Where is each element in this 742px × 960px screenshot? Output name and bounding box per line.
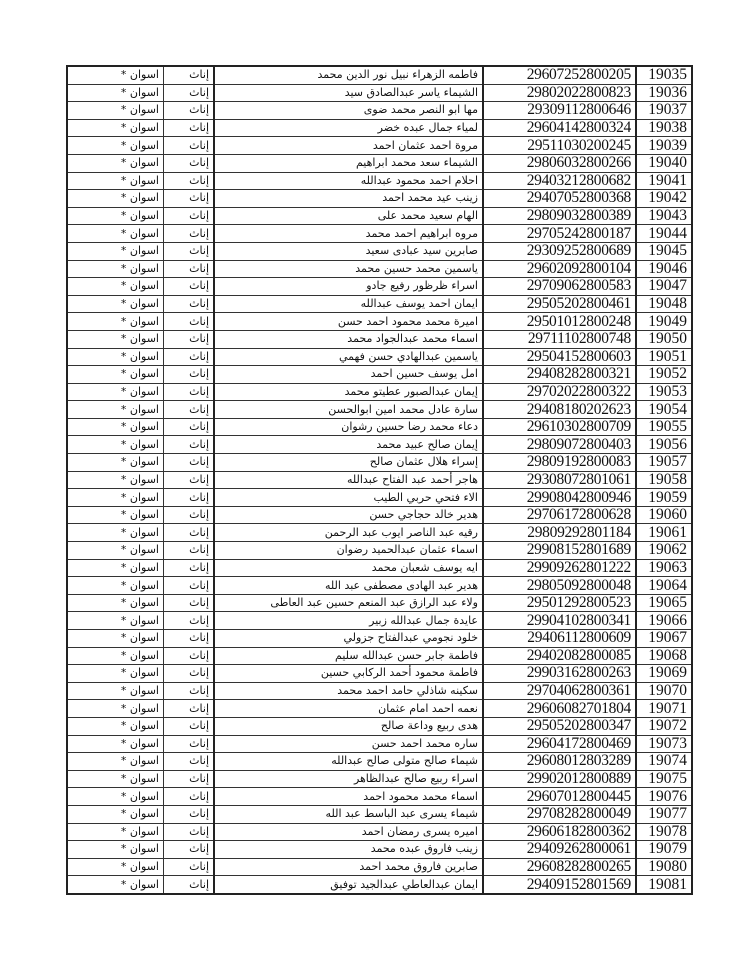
serial-number-cell: 19063 <box>636 559 692 577</box>
table-row <box>67 418 692 436</box>
serial-number-cell: 19071 <box>636 700 692 718</box>
name-cell: هدير عبد الهادى مصطفى عبد الله <box>214 577 483 595</box>
city-cell: اسوان * <box>67 383 164 401</box>
national-id-cell: 29409262800061 <box>483 841 636 859</box>
city-cell: اسوان * <box>67 313 164 331</box>
gender-cell: إناث <box>164 524 215 542</box>
serial-number-cell: 19045 <box>636 242 692 260</box>
gender-cell: إناث <box>164 735 215 753</box>
table-row <box>67 84 692 102</box>
serial-number-cell: 19040 <box>636 154 692 172</box>
serial-number-cell: 19064 <box>636 577 692 595</box>
national-id-cell: 29607252800205 <box>483 66 636 84</box>
serial-number-cell: 19066 <box>636 612 692 630</box>
city-cell: اسوان * <box>67 753 164 771</box>
name-cell: هاجر أحمد عبد الفتاح عبدالله <box>214 471 483 489</box>
name-cell: هدير خالد حجاجي حسن <box>214 506 483 524</box>
gender-cell: إناث <box>164 260 215 278</box>
city-cell: اسوان * <box>67 154 164 172</box>
national-id-cell: 29604172800469 <box>483 735 636 753</box>
city-cell: اسوان * <box>67 858 164 876</box>
gender-cell: إناث <box>164 84 215 102</box>
table-row <box>67 647 692 665</box>
table-row <box>67 506 692 524</box>
national-id-cell: 29501012800248 <box>483 313 636 331</box>
table-row <box>67 630 692 648</box>
name-cell: اسراء ربيع صالح عبدالظاهر <box>214 770 483 788</box>
national-id-cell: 29805092800048 <box>483 577 636 595</box>
national-id-cell: 29607012800445 <box>483 788 636 806</box>
table-row <box>67 278 692 296</box>
serial-number-cell: 19070 <box>636 682 692 700</box>
city-cell: اسوان * <box>67 805 164 823</box>
national-id-cell: 29604142800324 <box>483 119 636 137</box>
table-row <box>67 366 692 384</box>
gender-cell: إناث <box>164 348 215 366</box>
serial-number-cell: 19081 <box>636 876 692 894</box>
serial-number-cell: 19056 <box>636 436 692 454</box>
table-row <box>67 876 692 894</box>
national-id-cell: 29501292800523 <box>483 594 636 612</box>
gender-cell: إناث <box>164 418 215 436</box>
serial-number-cell: 19060 <box>636 506 692 524</box>
name-cell: الشيماء سعد محمد ابراهيم <box>214 154 483 172</box>
serial-number-cell: 19069 <box>636 665 692 683</box>
gender-cell: إناث <box>164 436 215 454</box>
serial-number-cell: 19055 <box>636 418 692 436</box>
table-row <box>67 348 692 366</box>
name-cell: دعاء محمد رضا حسين رشوان <box>214 418 483 436</box>
table-row <box>67 225 692 243</box>
city-cell: اسوان * <box>67 876 164 894</box>
national-id-cell: 29809072800403 <box>483 436 636 454</box>
national-id-cell: 29608012803289 <box>483 753 636 771</box>
national-id-cell: 29504152800603 <box>483 348 636 366</box>
serial-number-cell: 19038 <box>636 119 692 137</box>
name-cell: ايه يوسف شعبان محمد <box>214 559 483 577</box>
name-cell: مروه ابراهيم احمد محمد <box>214 225 483 243</box>
table-row <box>67 841 692 859</box>
gender-cell: إناث <box>164 471 215 489</box>
serial-number-cell: 19072 <box>636 717 692 735</box>
table-row <box>67 788 692 806</box>
national-id-cell: 29704062800361 <box>483 682 636 700</box>
serial-number-cell: 19039 <box>636 137 692 155</box>
city-cell: اسوان * <box>67 172 164 190</box>
gender-cell: إناث <box>164 366 215 384</box>
gender-cell: إناث <box>164 66 215 84</box>
table-row <box>67 330 692 348</box>
gender-cell: إناث <box>164 805 215 823</box>
national-id-cell: 29606082701804 <box>483 700 636 718</box>
name-cell: ايمان احمد يوسف عبدالله <box>214 295 483 313</box>
national-id-cell: 29403212800682 <box>483 172 636 190</box>
gender-cell: إناث <box>164 295 215 313</box>
table-row <box>67 770 692 788</box>
name-cell: اسراء ظرظور رفيع جادو <box>214 278 483 296</box>
city-cell: اسوان * <box>67 295 164 313</box>
serial-number-cell: 19037 <box>636 102 692 120</box>
serial-number-cell: 19047 <box>636 278 692 296</box>
national-id-cell: 29708282800049 <box>483 805 636 823</box>
serial-number-cell: 19058 <box>636 471 692 489</box>
table-row <box>67 295 692 313</box>
gender-cell: إناث <box>164 172 215 190</box>
serial-number-cell: 19048 <box>636 295 692 313</box>
gender-cell: إناث <box>164 665 215 683</box>
city-cell: اسوان * <box>67 770 164 788</box>
table-row <box>67 524 692 542</box>
name-cell: اسماء عثمان عبدالحميد رضوان <box>214 542 483 560</box>
table-row <box>67 717 692 735</box>
national-id-cell: 29406112800609 <box>483 630 636 648</box>
national-id-cell: 29903162800263 <box>483 665 636 683</box>
table-row <box>67 172 692 190</box>
city-cell: اسوان * <box>67 524 164 542</box>
table-row <box>67 682 692 700</box>
gender-cell: إناث <box>164 612 215 630</box>
serial-number-cell: 19052 <box>636 366 692 384</box>
table-row <box>67 700 692 718</box>
city-cell: اسوان * <box>67 788 164 806</box>
gender-cell: إناث <box>164 207 215 225</box>
gender-cell: إناث <box>164 559 215 577</box>
city-cell: اسوان * <box>67 190 164 208</box>
table-row <box>67 190 692 208</box>
name-cell: احلام احمد محمود عبدالله <box>214 172 483 190</box>
name-cell: نعمه احمد امام عثمان <box>214 700 483 718</box>
table-row <box>67 858 692 876</box>
serial-number-cell: 19076 <box>636 788 692 806</box>
name-cell: الشيماء ياسر عبدالصادق سيد <box>214 84 483 102</box>
city-cell: اسوان * <box>67 471 164 489</box>
city-cell: اسوان * <box>67 260 164 278</box>
name-cell: إيمان عبدالصبور عطيتو محمد <box>214 383 483 401</box>
table-row <box>67 559 692 577</box>
gender-cell: إناث <box>164 788 215 806</box>
gender-cell: إناث <box>164 454 215 472</box>
gender-cell: إناث <box>164 753 215 771</box>
table-row <box>67 260 692 278</box>
national-id-cell: 29809192800083 <box>483 454 636 472</box>
gender-cell: إناث <box>164 242 215 260</box>
name-cell: رقيه عبد الناصر ايوب عبد الرحمن <box>214 524 483 542</box>
serial-number-cell: 19077 <box>636 805 692 823</box>
city-cell: اسوان * <box>67 66 164 84</box>
national-id-cell: 29608282800265 <box>483 858 636 876</box>
city-cell: اسوان * <box>67 436 164 454</box>
city-cell: اسوان * <box>67 278 164 296</box>
serial-number-cell: 19035 <box>636 66 692 84</box>
national-id-cell: 29610302800709 <box>483 418 636 436</box>
city-cell: اسوان * <box>67 506 164 524</box>
national-id-cell: 29409152801569 <box>483 876 636 894</box>
serial-number-cell: 19051 <box>636 348 692 366</box>
table-row <box>67 823 692 841</box>
name-cell: الهام سعيد محمد على <box>214 207 483 225</box>
national-id-cell: 29308072801061 <box>483 471 636 489</box>
city-cell: اسوان * <box>67 330 164 348</box>
serial-number-cell: 19057 <box>636 454 692 472</box>
table-row <box>67 489 692 507</box>
national-id-cell: 29902012800889 <box>483 770 636 788</box>
gender-cell: إناث <box>164 154 215 172</box>
name-cell: فاطمة جابر حسن عبدالله سليم <box>214 647 483 665</box>
table-row <box>67 242 692 260</box>
national-id-cell: 29408282800321 <box>483 366 636 384</box>
national-id-cell: 29711102800748 <box>483 330 636 348</box>
table-row <box>67 313 692 331</box>
national-id-cell: 29908152801689 <box>483 542 636 560</box>
city-cell: اسوان * <box>67 102 164 120</box>
national-id-cell: 29908042800946 <box>483 489 636 507</box>
gender-cell: إناث <box>164 700 215 718</box>
national-id-cell: 29909262801222 <box>483 559 636 577</box>
national-id-cell: 29705242800187 <box>483 225 636 243</box>
name-cell: ايمان عبدالعاطي عبدالجيد توفيق <box>214 876 483 894</box>
name-cell: شيماء يسرى عبد الباسط عبد الله <box>214 805 483 823</box>
serial-number-cell: 19043 <box>636 207 692 225</box>
city-cell: اسوان * <box>67 489 164 507</box>
table-row <box>67 735 692 753</box>
national-id-cell: 29809032800389 <box>483 207 636 225</box>
city-cell: اسوان * <box>67 665 164 683</box>
city-cell: اسوان * <box>67 454 164 472</box>
national-id-cell: 29309252800689 <box>483 242 636 260</box>
serial-number-cell: 19065 <box>636 594 692 612</box>
gender-cell: إناث <box>164 594 215 612</box>
name-cell: عايدة جمال عبدالله زبير <box>214 612 483 630</box>
national-id-cell: 29702022800322 <box>483 383 636 401</box>
serial-number-cell: 19078 <box>636 823 692 841</box>
table-row <box>67 612 692 630</box>
gender-cell: إناث <box>164 102 215 120</box>
national-id-cell: 29802022800823 <box>483 84 636 102</box>
roster-table <box>66 65 693 895</box>
serial-number-cell: 19074 <box>636 753 692 771</box>
table-row <box>67 471 692 489</box>
name-cell: زينب عيد محمد احمد <box>214 190 483 208</box>
name-cell: فاطمه الزهراء نبيل نور الدين محمد <box>214 66 483 84</box>
name-cell: صابرين فاروق محمد احمد <box>214 858 483 876</box>
serial-number-cell: 19044 <box>636 225 692 243</box>
serial-number-cell: 19049 <box>636 313 692 331</box>
table-row <box>67 119 692 137</box>
serial-number-cell: 19054 <box>636 401 692 419</box>
name-cell: لمياء جمال عبده خضر <box>214 119 483 137</box>
table-row <box>67 401 692 419</box>
city-cell: اسوان * <box>67 401 164 419</box>
serial-number-cell: 19041 <box>636 172 692 190</box>
national-id-cell: 29505202800347 <box>483 717 636 735</box>
national-id-cell: 29505202800461 <box>483 295 636 313</box>
gender-cell: إناث <box>164 489 215 507</box>
table-row <box>67 383 692 401</box>
name-cell: زينب فاروق عبده محمد <box>214 841 483 859</box>
serial-number-cell: 19042 <box>636 190 692 208</box>
gender-cell: إناث <box>164 682 215 700</box>
national-id-cell: 29309112800646 <box>483 102 636 120</box>
serial-number-cell: 19046 <box>636 260 692 278</box>
national-id-cell: 29407052800368 <box>483 190 636 208</box>
serial-number-cell: 19075 <box>636 770 692 788</box>
name-cell: اميره يسرى رمضان احمد <box>214 823 483 841</box>
serial-number-cell: 19073 <box>636 735 692 753</box>
gender-cell: إناث <box>164 401 215 419</box>
name-cell: اسماء محمد عبدالجواد محمد <box>214 330 483 348</box>
gender-cell: إناث <box>164 278 215 296</box>
gender-cell: إناث <box>164 542 215 560</box>
name-cell: سارة عادل محمد امين ابوالحسن <box>214 401 483 419</box>
table-row <box>67 753 692 771</box>
table-row <box>67 436 692 454</box>
national-id-cell: 29809292801184 <box>483 524 636 542</box>
national-id-cell: 29511030200245 <box>483 137 636 155</box>
name-cell: ياسمين عبدالهادي حسن فهمي <box>214 348 483 366</box>
table-row <box>67 454 692 472</box>
gender-cell: إناث <box>164 313 215 331</box>
city-cell: اسوان * <box>67 559 164 577</box>
serial-number-cell: 19059 <box>636 489 692 507</box>
serial-number-cell: 19062 <box>636 542 692 560</box>
city-cell: اسوان * <box>67 647 164 665</box>
name-cell: ياسمين محمد حسين محمد <box>214 260 483 278</box>
national-id-cell: 29709062800583 <box>483 278 636 296</box>
name-cell: ولاء عبد الرازق عبد المنعم حسين عبد العاطى <box>214 594 483 612</box>
gender-cell: إناث <box>164 119 215 137</box>
table-row <box>67 66 692 84</box>
gender-cell: إناث <box>164 383 215 401</box>
serial-number-cell: 19080 <box>636 858 692 876</box>
table-row <box>67 137 692 155</box>
table-row <box>67 207 692 225</box>
gender-cell: إناث <box>164 506 215 524</box>
name-cell: شيماء صالح متولى صالح عبدالله <box>214 753 483 771</box>
gender-cell: إناث <box>164 858 215 876</box>
city-cell: اسوان * <box>67 348 164 366</box>
name-cell: ساره محمد احمد حسن <box>214 735 483 753</box>
national-id-cell: 29408180202623 <box>483 401 636 419</box>
table-row <box>67 154 692 172</box>
name-cell: هدى ربيع وداعة صالح <box>214 717 483 735</box>
gender-cell: إناث <box>164 190 215 208</box>
city-cell: اسوان * <box>67 700 164 718</box>
table-row <box>67 577 692 595</box>
table-row <box>67 805 692 823</box>
city-cell: اسوان * <box>67 119 164 137</box>
table-row <box>67 665 692 683</box>
city-cell: اسوان * <box>67 682 164 700</box>
roster-body <box>67 66 692 894</box>
name-cell: الاء فتحي حربي الطيب <box>214 489 483 507</box>
national-id-cell: 29606182800362 <box>483 823 636 841</box>
city-cell: اسوان * <box>67 717 164 735</box>
gender-cell: إناث <box>164 841 215 859</box>
gender-cell: إناث <box>164 647 215 665</box>
name-cell: خلود نجومي عبدالفتاح جزولي <box>214 630 483 648</box>
city-cell: اسوان * <box>67 577 164 595</box>
serial-number-cell: 19061 <box>636 524 692 542</box>
serial-number-cell: 19053 <box>636 383 692 401</box>
serial-number-cell: 19068 <box>636 647 692 665</box>
gender-cell: إناث <box>164 577 215 595</box>
national-id-cell: 29706172800628 <box>483 506 636 524</box>
gender-cell: إناث <box>164 330 215 348</box>
city-cell: اسوان * <box>67 612 164 630</box>
national-id-cell: 29806032800266 <box>483 154 636 172</box>
city-cell: اسوان * <box>67 630 164 648</box>
table-row <box>67 102 692 120</box>
name-cell: مها ابو النصر محمد ضوى <box>214 102 483 120</box>
name-cell: إسراء هلال عثمان صالح <box>214 454 483 472</box>
national-id-cell: 29602092800104 <box>483 260 636 278</box>
gender-cell: إناث <box>164 137 215 155</box>
city-cell: اسوان * <box>67 841 164 859</box>
gender-cell: إناث <box>164 717 215 735</box>
name-cell: صابرين سيد عبادى سعيد <box>214 242 483 260</box>
name-cell: امل يوسف حسين احمد <box>214 366 483 384</box>
city-cell: اسوان * <box>67 207 164 225</box>
city-cell: اسوان * <box>67 225 164 243</box>
city-cell: اسوان * <box>67 366 164 384</box>
city-cell: اسوان * <box>67 242 164 260</box>
city-cell: اسوان * <box>67 418 164 436</box>
gender-cell: إناث <box>164 770 215 788</box>
gender-cell: إناث <box>164 225 215 243</box>
gender-cell: إناث <box>164 876 215 894</box>
name-cell: اسماء محمد محمود احمد <box>214 788 483 806</box>
city-cell: اسوان * <box>67 542 164 560</box>
name-cell: سكينه شاذلي حامد احمد محمد <box>214 682 483 700</box>
serial-number-cell: 19067 <box>636 630 692 648</box>
serial-number-cell: 19050 <box>636 330 692 348</box>
city-cell: اسوان * <box>67 823 164 841</box>
city-cell: اسوان * <box>67 137 164 155</box>
name-cell: فاطمة محمود أحمد الركابي حسين <box>214 665 483 683</box>
table-row <box>67 594 692 612</box>
gender-cell: إناث <box>164 823 215 841</box>
table-row <box>67 542 692 560</box>
national-id-cell: 29904102800341 <box>483 612 636 630</box>
name-cell: إيمان صالح عبيد محمد <box>214 436 483 454</box>
city-cell: اسوان * <box>67 735 164 753</box>
gender-cell: إناث <box>164 630 215 648</box>
city-cell: اسوان * <box>67 84 164 102</box>
national-id-cell: 29402082800085 <box>483 647 636 665</box>
name-cell: اميرة محمد محمود احمد حسن <box>214 313 483 331</box>
name-cell: مروة احمد عثمان احمد <box>214 137 483 155</box>
serial-number-cell: 19079 <box>636 841 692 859</box>
city-cell: اسوان * <box>67 594 164 612</box>
serial-number-cell: 19036 <box>636 84 692 102</box>
